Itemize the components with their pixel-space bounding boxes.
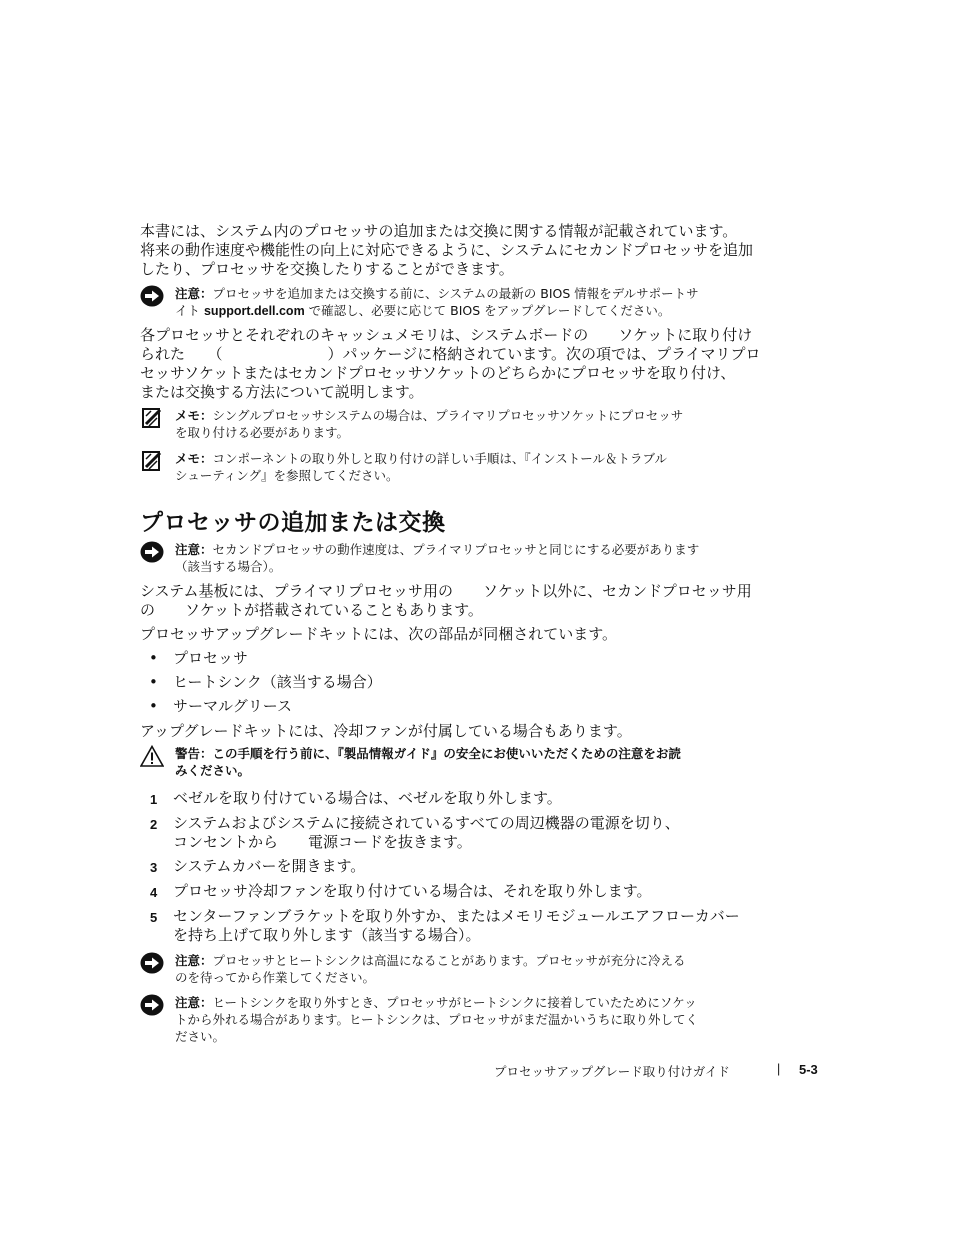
notice-heatsink-removal bbox=[140, 994, 762, 1045]
notice-text: トから外れる場合があります。ヒートシンクは、プロセッサがまだ温かいうちに取り外してく bbox=[175, 1012, 698, 1027]
paragraph-line: アップグレードキットには、冷却ファンが付属している場合もあります。 bbox=[140, 722, 632, 740]
notice-label: 注意： bbox=[175, 953, 213, 968]
list-item: • プロセッサ bbox=[149, 649, 249, 667]
section-title: プロセッサの追加または交換 bbox=[140, 510, 446, 536]
paragraph-line: られた （ ）パッケージに格納されています。次の項では、プライマリプロ bbox=[140, 345, 761, 363]
memo-text: を取り付ける必要があります。 bbox=[175, 425, 350, 440]
paragraph-line: または交換する方法について説明します。 bbox=[140, 383, 424, 401]
notice-arrow-icon bbox=[140, 541, 164, 563]
step-number: 5 bbox=[150, 910, 158, 925]
step-item bbox=[140, 789, 762, 808]
paragraph-line: 各プロセッサとそれぞれのキャッシュメモリは、システムボードの ソケットに取り付け bbox=[140, 326, 753, 344]
notice-text: プロセッサを追加または交換する前に、システムの最新の BIOS 情報をデルサポートサ bbox=[212, 286, 699, 301]
processor-package-paragraph bbox=[140, 326, 762, 402]
step-number: 3 bbox=[150, 860, 158, 875]
footer-separator: | bbox=[777, 1062, 781, 1076]
intro-line: したり、プロセッサを交換したりすることができます。 bbox=[140, 260, 514, 278]
warning-safety bbox=[140, 745, 762, 779]
warning-triangle-icon bbox=[140, 745, 164, 767]
notice-text: セカンドプロセッサの動作速度は、プライマリプロセッサと同じにする必要があります bbox=[212, 542, 700, 557]
step-number: 2 bbox=[150, 817, 158, 832]
memo-text: シングルプロセッサシステムの場合は、プライマリプロセッサソケットにプロセッサ bbox=[212, 408, 684, 423]
fan-paragraph bbox=[140, 722, 762, 741]
notice-label: 注意： bbox=[175, 542, 213, 557]
memo-label: メモ： bbox=[175, 408, 213, 423]
memo-label: メモ： bbox=[175, 451, 213, 466]
memo-text: コンポーネントの取り外しと取り付けの詳しい手順は、『インストール＆トラブル bbox=[212, 451, 668, 466]
intro-paragraph bbox=[140, 222, 762, 279]
step-number: 4 bbox=[150, 885, 158, 900]
notice-label: 注意： bbox=[175, 286, 213, 301]
step-text: プロセッサ冷却ファンを取り付けている場合は、それを取り外します。 bbox=[173, 882, 652, 900]
memo-text: シューティング』を参照してください。 bbox=[175, 468, 399, 483]
notice-label: 注意： bbox=[175, 995, 213, 1010]
intro-line: 本書には、システム内のプロセッサの追加または交換に関する情報が記載されています。 bbox=[140, 222, 738, 240]
paragraph-line: プロセッサアップグレードキットには、次の部品が同梱されています。 bbox=[140, 625, 618, 643]
step-text: システムカバーを開きます。 bbox=[173, 857, 366, 875]
notice-text: で確認し、必要に応じて BIOS をアップグレードしてください。 bbox=[304, 303, 671, 318]
list-item: • サーマルグリース bbox=[149, 697, 292, 715]
step-item bbox=[140, 814, 762, 852]
paragraph-line: システム基板には、プライマリプロセッサ用の ソケット以外に、セカンドプロセッサ用 bbox=[140, 582, 752, 600]
notice-arrow-icon bbox=[140, 285, 164, 307]
notice-text: （該当する場合）。 bbox=[175, 559, 282, 574]
intro-line: 将来の動作速度や機能性の向上に対応できるように、システムにセカンドプロセッサを追加 bbox=[140, 241, 754, 259]
paragraph-line: セッサソケットまたはセカンドプロセッサソケットのどちらかにプロセッサを取り付け、 bbox=[140, 364, 736, 382]
support-link[interactable]: support.dell.com bbox=[203, 304, 305, 318]
memo-install-guide bbox=[140, 450, 762, 484]
step-text: ベゼルを取り付けている場合は、ベゼルを取り外します。 bbox=[173, 789, 562, 807]
warning-text: この手順を行う前に、『製品情報ガイド』の安全にお使いいただくための注意をお読 bbox=[212, 746, 681, 761]
step-item bbox=[140, 882, 762, 901]
page-number: 5-3 bbox=[799, 1062, 818, 1077]
list-item-text: サーマルグリース bbox=[173, 697, 292, 715]
step-item bbox=[140, 857, 762, 876]
memo-pencil-icon bbox=[140, 450, 164, 472]
socket-paragraph bbox=[140, 582, 762, 620]
warning-label: 警告： bbox=[175, 746, 213, 761]
list-item: • ヒートシンク（該当する場合） bbox=[149, 673, 382, 691]
step-text: システムおよびシステムに接続されているすべての周辺機器の電源を切り、 コンセントから 電源コードを抜きます。 bbox=[173, 814, 680, 851]
step-number: 1 bbox=[150, 792, 158, 807]
notice-hot-components bbox=[140, 952, 762, 986]
step-item bbox=[140, 907, 762, 945]
footer-title: プロセッサアップグレード取り付けガイド bbox=[494, 1064, 730, 1079]
warning-text: みください。 bbox=[175, 763, 251, 778]
notice-arrow-icon bbox=[140, 994, 164, 1016]
list-item-text: プロセッサ bbox=[173, 649, 249, 667]
notice-text: のを待ってから作業してください。 bbox=[175, 970, 376, 985]
notice-text: プロセッサとヒートシンクは高温になることがあります。プロセッサが充分に冷える bbox=[212, 953, 686, 968]
memo-single-processor bbox=[140, 407, 762, 441]
notice-text: イト bbox=[175, 303, 204, 318]
notice-text: ヒートシンクを取り外すとき、プロセッサがヒートシンクに接着していたためにソケッ bbox=[212, 995, 697, 1010]
memo-pencil-icon bbox=[140, 407, 164, 429]
notice-text: ださい。 bbox=[175, 1029, 226, 1044]
list-item-text: ヒートシンク（該当する場合） bbox=[173, 673, 382, 691]
notice-arrow-icon bbox=[140, 952, 164, 974]
notice-same-speed bbox=[140, 541, 762, 575]
notice-bios-update bbox=[140, 285, 762, 320]
paragraph-line: の ソケットが搭載されていることもあります。 bbox=[140, 601, 483, 619]
step-text: センターファンブラケットを取り外すか、またはメモリモジュールエアフローカバー を持ち上げて取り外します（該当する場合）。 bbox=[173, 907, 740, 944]
kit-contents-list bbox=[140, 646, 382, 718]
kit-contents-paragraph bbox=[140, 625, 762, 644]
